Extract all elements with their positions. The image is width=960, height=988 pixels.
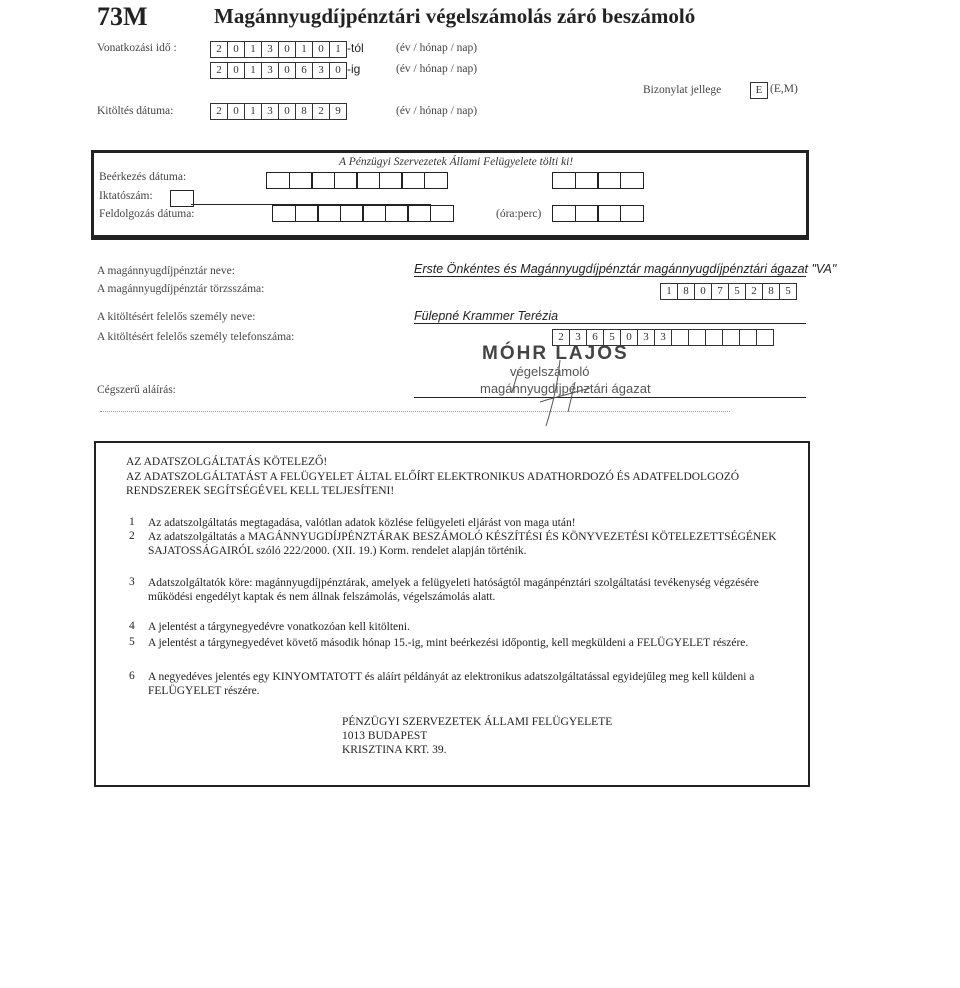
period-from-suffix: -tól (347, 41, 364, 55)
fill-date-boxes[interactable] (210, 103, 346, 120)
digit-box (705, 329, 723, 346)
item-number: 6 (129, 670, 135, 682)
processing-date-boxes[interactable] (272, 205, 452, 222)
instruction-item: Az adatszolgáltatás a MAGÁNNYUGDÍJPÉNZTÁRAK BESZÁMOLÓ KÉSZÍTÉSI ÉS KÖNYVEZETÉSI KÖTELEZETTSÉGÉNEK SAJATOSSÁGAIRÓL szóló 222/2000. (XII. 19.) Korm. rendelet alapján történik. (148, 531, 777, 557)
instructions-box (94, 441, 810, 787)
digit-box: 3 (569, 329, 587, 346)
digit-box: 1 (329, 41, 347, 58)
digit-box: 5 (728, 283, 746, 300)
digit-box: 1 (295, 41, 313, 58)
digit-box: 3 (312, 62, 330, 79)
empty-box (575, 172, 599, 189)
digit-box: 2 (552, 329, 570, 346)
period-to-boxes[interactable] (210, 62, 346, 79)
digit-box (688, 329, 706, 346)
registration-label: Iktatószám: (99, 190, 153, 202)
fund-reg-boxes[interactable] (660, 283, 796, 300)
responsible-name-value[interactable]: Fülepné Krammer Terézia (414, 309, 806, 324)
form-code: 73M (97, 2, 148, 31)
form-title: Magánnyugdíjpénztári végelszámolás záró beszámoló (214, 4, 696, 28)
empty-box (407, 205, 431, 222)
digit-box: 3 (261, 62, 279, 79)
empty-box (379, 172, 403, 189)
digit-box: 2 (210, 62, 228, 79)
receipt-time-boxes[interactable] (552, 172, 642, 189)
address-line-1: PÉNZÜGYI SZERVEZETEK ÁLLAMI FELÜGYELETE (342, 716, 613, 728)
digit-box: 0 (620, 329, 638, 346)
digit-box: 9 (329, 103, 347, 120)
stamp-role: végelszámoló (510, 364, 590, 379)
address-line-3: KRISZTINA KRT. 39. (342, 744, 447, 756)
digit-box: 3 (261, 41, 279, 58)
empty-box (385, 205, 409, 222)
empty-box (362, 205, 386, 222)
responsible-phone-label: A kitöltésért felelős személy telefonszáma: (97, 331, 295, 343)
item-number: 5 (129, 636, 135, 648)
digit-box: 1 (660, 283, 678, 300)
digit-box (722, 329, 740, 346)
registration-box[interactable] (170, 190, 193, 207)
empty-box (272, 205, 296, 222)
digit-box (671, 329, 689, 346)
fill-date-label: Kitöltés dátuma: (97, 105, 174, 117)
digit-box: 5 (779, 283, 797, 300)
doc-type-options: (E,M) (770, 83, 798, 95)
fund-name-value[interactable]: Erste Önkéntes és Magánnyugdíjpénztár magánnyugdíjpénztári ágazat "VA" (414, 262, 837, 276)
digit-box: 1 (244, 62, 262, 79)
responsible-name-label: A kitöltésért felelős személy neve: (97, 311, 256, 323)
digit-box: 3 (637, 329, 655, 346)
doc-type-value: E (750, 82, 768, 99)
processing-time-boxes[interactable] (552, 205, 642, 222)
period-label: Vonatkozási idő : (97, 42, 177, 54)
digit-box: 8 (677, 283, 695, 300)
empty-box (620, 205, 644, 222)
receipt-date-label: Beérkezés dátuma: (99, 171, 187, 183)
fund-name-label: A magánnyugdíjpénztár neve: (97, 265, 235, 277)
empty-box (340, 205, 364, 222)
item-number: 2 (129, 530, 135, 542)
instruction-item: Adatszolgáltatók köre: magánnyugdíjpénztárak, amelyek a felügyeleti hatóságtól magánpénztári szolgáltatási tevékenység végzésére működési engedélyt kaptak és nem állnak felszámolás, végelszámolás alatt. (148, 577, 759, 603)
empty-box (401, 172, 425, 189)
digit-box: 0 (329, 62, 347, 79)
digit-box: 5 (603, 329, 621, 346)
handwritten-signature-icon (500, 352, 610, 432)
digit-box: 3 (261, 103, 279, 120)
digit-box: 8 (762, 283, 780, 300)
item-number: 1 (129, 516, 135, 528)
digit-box: 0 (278, 62, 296, 79)
digit-box: 0 (278, 41, 296, 58)
digit-box: 6 (586, 329, 604, 346)
empty-box (295, 205, 319, 222)
digit-box: 2 (745, 283, 763, 300)
digit-box: 8 (295, 103, 313, 120)
digit-box: 3 (654, 329, 672, 346)
notice-line-2: AZ ADATSZOLGÁLTATÁST A FELÜGYELET ÁLTAL ELŐÍRT ELEKTRONIKUS ADATHORDOZÓ ÉS ADATFELDOLGOZÓ RENDSZEREK SEGÍTSÉGÉVEL KELL TELJESÍTENI! (126, 471, 740, 497)
time-label: (óra:perc) (496, 208, 542, 220)
notice-line-1: AZ ADATSZOLGÁLTATÁS KÖTELEZŐ! (126, 456, 328, 468)
digit-box: 0 (227, 103, 245, 120)
digit-box: 0 (227, 41, 245, 58)
item-number: 4 (129, 620, 135, 632)
instruction-item: A jelentést a tárgynegyedévre vonatkozóan kell kitölteni. (148, 621, 410, 633)
empty-box (597, 172, 621, 189)
digit-box: 2 (210, 103, 228, 120)
digit-box: 2 (312, 103, 330, 120)
doc-type-label: Bizonylat jellege (643, 84, 722, 96)
period-to-hint: (év / hónap / nap) (396, 63, 478, 75)
fill-date-hint: (év / hónap / nap) (396, 105, 478, 117)
digit-box: 0 (278, 103, 296, 120)
period-from-hint: (év / hónap / nap) (396, 42, 478, 54)
address-line-2: 1013 BUDAPEST (342, 730, 428, 742)
digit-box: 2 (210, 41, 228, 58)
empty-box (356, 172, 380, 189)
empty-box (620, 172, 644, 189)
instruction-item: Az adatszolgáltatás megtagadása, valótlan adatok közlése felügyeleti eljárást von maga után! (148, 517, 576, 529)
digit-box (739, 329, 757, 346)
instruction-item: A jelentést a tárgynegyedévet követő második hónap 15.-ig, mint beérkezési időpontig, kell megküldeni a FELÜGYELET részére. (148, 637, 749, 649)
instruction-item: A negyedéves jelentés egy KINYOMTATOTT és aláírt példányát az elektronikus adatszolgáltatással egyidejűleg meg kell küldeni a FELÜGYELET részére. (148, 671, 755, 697)
empty-box (424, 172, 448, 189)
digit-box: 0 (694, 283, 712, 300)
signature-line (414, 397, 806, 398)
empty-box (552, 205, 576, 222)
digit-box: 0 (227, 62, 245, 79)
item-number: 3 (129, 576, 135, 588)
processing-date-label: Feldolgozás dátuma: (99, 208, 195, 220)
stamp-name: MÓHR LAJOS (482, 343, 629, 364)
digit-box: 1 (244, 103, 262, 120)
empty-box (575, 205, 599, 222)
empty-box (317, 205, 341, 222)
empty-box (597, 205, 621, 222)
signature-label: Cégszerű aláírás: (97, 384, 176, 396)
empty-box (334, 172, 358, 189)
dotted-divider (100, 411, 730, 412)
empty-box (266, 172, 290, 189)
official-note: A Pénzügyi Szervezetek Állami Felügyelete tölti ki! (339, 156, 574, 168)
empty-box (289, 172, 313, 189)
digit-box: 6 (295, 62, 313, 79)
empty-box (430, 205, 454, 222)
fund-reg-label: A magánnyugdíjpénztár törzsszáma: (97, 283, 265, 295)
stamp-unit: magánnyugdíjpénztári ágazat (480, 381, 651, 396)
official-use-box (91, 150, 809, 240)
digit-box: 0 (312, 41, 330, 58)
doc-type-box[interactable] (750, 82, 767, 99)
empty-box (311, 172, 335, 189)
digit-box: 7 (711, 283, 729, 300)
receipt-date-boxes[interactable] (266, 172, 446, 189)
digit-box (756, 329, 774, 346)
empty-box (552, 172, 576, 189)
period-to-suffix: -ig (347, 62, 361, 76)
digit-box: 1 (244, 41, 262, 58)
period-from-boxes[interactable] (210, 41, 346, 58)
